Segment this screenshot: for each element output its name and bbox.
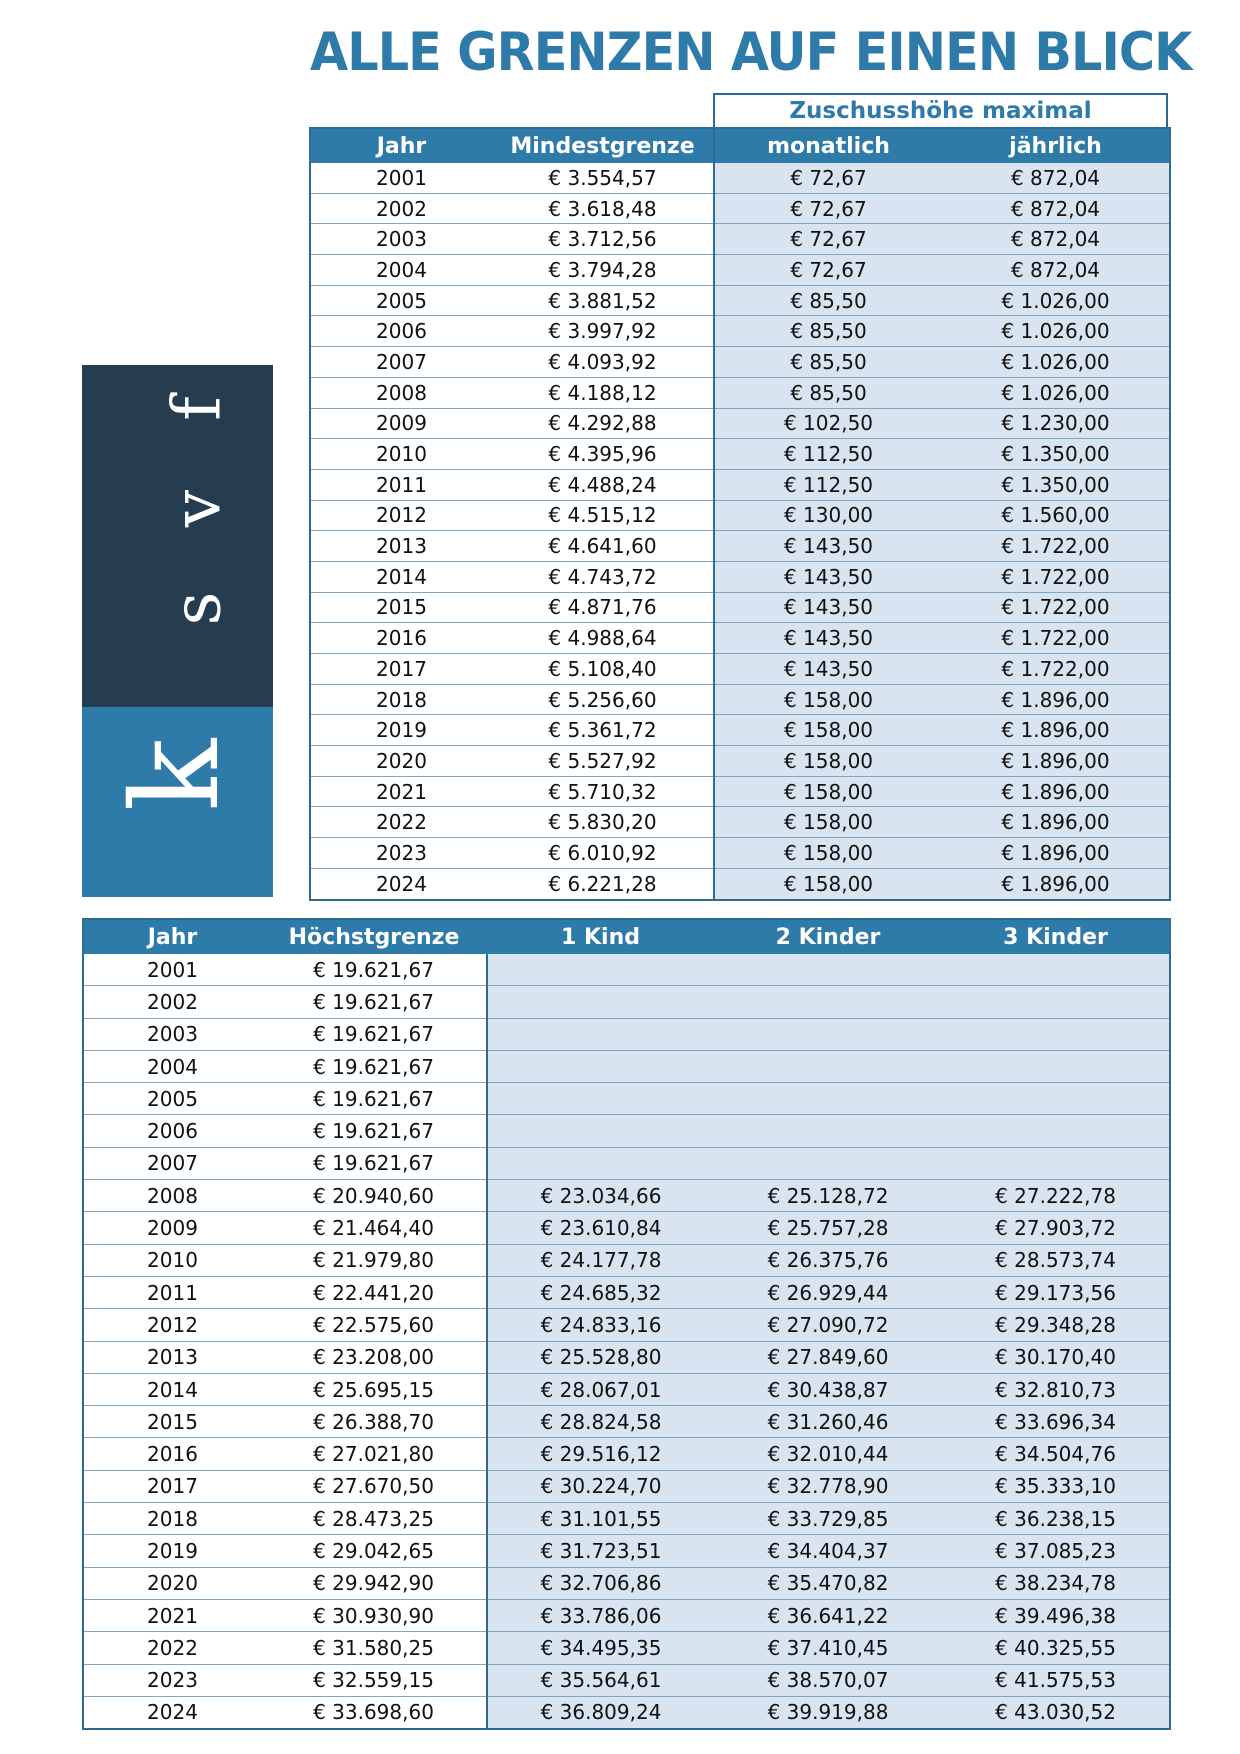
- cell-monatlich: € 72,67: [714, 255, 942, 286]
- table-row: [310, 776, 1170, 807]
- cell-2-kinder: € 38.570,07: [714, 1664, 942, 1696]
- cell-jahr: 2002: [83, 986, 261, 1018]
- cell-hoechstgrenze: € 19.621,67: [261, 954, 487, 986]
- cell-jahr: 2004: [83, 1050, 261, 1082]
- cell-jaehrlich: € 1.896,00: [942, 684, 1170, 715]
- cell-3-kinder: € 33.696,34: [942, 1406, 1170, 1438]
- cell-hoechstgrenze: € 23.208,00: [261, 1341, 487, 1373]
- cell-hoechstgrenze: € 25.695,15: [261, 1373, 487, 1405]
- table-row: [83, 1115, 1170, 1147]
- logo-letter-v: v: [158, 489, 236, 528]
- cell-jahr: 2008: [310, 377, 492, 408]
- table-row: [310, 592, 1170, 623]
- cell-mindestgrenze: € 4.988,64: [492, 623, 714, 654]
- cell-mindestgrenze: € 4.093,92: [492, 347, 714, 378]
- cell-jahr: 2011: [83, 1276, 261, 1308]
- cell-mindestgrenze: € 6.221,28: [492, 868, 714, 899]
- cell-jahr: 2012: [310, 500, 492, 531]
- cell-mindestgrenze: € 4.188,12: [492, 377, 714, 408]
- cell-jaehrlich: € 872,04: [942, 255, 1170, 286]
- table-row: [310, 623, 1170, 654]
- table-row: [83, 1535, 1170, 1567]
- cell-jahr: 2022: [310, 807, 492, 838]
- cell-jahr: 2013: [310, 531, 492, 562]
- cell-2-kinder: € 25.757,28: [714, 1212, 942, 1244]
- cell-2-kinder: € 26.375,76: [714, 1244, 942, 1276]
- table-row: [310, 193, 1170, 224]
- column-header-jahr: Jahr: [83, 919, 261, 954]
- cell-2-kinder: € 31.260,46: [714, 1406, 942, 1438]
- table-row: [83, 1567, 1170, 1599]
- cell-1-kind: € 24.177,78: [487, 1244, 714, 1276]
- hoechstgrenze-table: [82, 918, 1171, 1730]
- cell-2-kinder: € 30.438,87: [714, 1373, 942, 1405]
- column-header-monatlich: monatlich: [714, 128, 942, 163]
- cell-monatlich: € 130,00: [714, 500, 942, 531]
- cell-2-kinder: € 34.404,37: [714, 1535, 942, 1567]
- cell-2-kinder: [714, 1147, 942, 1179]
- cell-hoechstgrenze: € 19.621,67: [261, 986, 487, 1018]
- cell-1-kind: € 31.723,51: [487, 1535, 714, 1567]
- cell-1-kind: € 24.833,16: [487, 1309, 714, 1341]
- cell-jahr: 2024: [310, 868, 492, 899]
- cell-3-kinder: € 43.030,52: [942, 1696, 1170, 1729]
- cell-hoechstgrenze: € 29.942,90: [261, 1567, 487, 1599]
- cell-monatlich: € 158,00: [714, 746, 942, 777]
- table-row: [310, 684, 1170, 715]
- cell-1-kind: € 35.564,61: [487, 1664, 714, 1696]
- table-row: [83, 1438, 1170, 1470]
- cell-1-kind: € 28.067,01: [487, 1373, 714, 1405]
- cell-mindestgrenze: € 4.395,96: [492, 439, 714, 470]
- cell-3-kinder: [942, 986, 1170, 1018]
- cell-1-kind: € 28.824,58: [487, 1406, 714, 1438]
- cell-monatlich: € 143,50: [714, 623, 942, 654]
- cell-1-kind: € 29.516,12: [487, 1438, 714, 1470]
- cell-mindestgrenze: € 3.997,92: [492, 316, 714, 347]
- column-header-mindestgrenze: Mindestgrenze: [492, 128, 714, 163]
- cell-jaehrlich: € 1.026,00: [942, 316, 1170, 347]
- cell-monatlich: € 72,67: [714, 224, 942, 255]
- cell-jaehrlich: € 1.722,00: [942, 623, 1170, 654]
- logo-letter-s: s: [158, 591, 236, 626]
- cell-hoechstgrenze: € 22.575,60: [261, 1309, 487, 1341]
- cell-monatlich: € 85,50: [714, 285, 942, 316]
- cell-jahr: 2020: [310, 746, 492, 777]
- cell-jaehrlich: € 1.026,00: [942, 347, 1170, 378]
- cell-jahr: 2015: [310, 592, 492, 623]
- cell-jahr: 2019: [310, 715, 492, 746]
- cell-3-kinder: € 40.325,55: [942, 1632, 1170, 1664]
- cell-hoechstgrenze: € 27.670,50: [261, 1470, 487, 1502]
- cell-hoechstgrenze: € 33.698,60: [261, 1696, 487, 1729]
- cell-2-kinder: [714, 1115, 942, 1147]
- cell-hoechstgrenze: € 30.930,90: [261, 1599, 487, 1631]
- table-row: [310, 469, 1170, 500]
- cell-2-kinder: € 37.410,45: [714, 1632, 942, 1664]
- cell-jaehrlich: € 1.560,00: [942, 500, 1170, 531]
- cell-mindestgrenze: € 6.010,92: [492, 838, 714, 869]
- cell-3-kinder: [942, 1050, 1170, 1082]
- cell-jahr: 2018: [83, 1503, 261, 1535]
- cell-monatlich: € 143,50: [714, 592, 942, 623]
- page-title: ALLE GRENZEN AUF EINEN BLICK: [310, 22, 1192, 83]
- table-row: [310, 347, 1170, 378]
- table-header-row: [83, 919, 1170, 954]
- cell-1-kind: € 25.528,80: [487, 1341, 714, 1373]
- cell-hoechstgrenze: € 31.580,25: [261, 1632, 487, 1664]
- cell-jaehrlich: € 1.896,00: [942, 807, 1170, 838]
- table-row: [310, 377, 1170, 408]
- cell-1-kind: [487, 1115, 714, 1147]
- table-row: [310, 531, 1170, 562]
- table-row: [310, 408, 1170, 439]
- cell-mindestgrenze: € 5.108,40: [492, 654, 714, 685]
- cell-2-kinder: € 32.010,44: [714, 1438, 942, 1470]
- cell-monatlich: € 112,50: [714, 469, 942, 500]
- cell-2-kinder: € 39.919,88: [714, 1696, 942, 1729]
- cell-3-kinder: [942, 954, 1170, 986]
- cell-jahr: 2024: [83, 1696, 261, 1729]
- table-row: [83, 1664, 1170, 1696]
- cell-mindestgrenze: € 5.256,60: [492, 684, 714, 715]
- cell-2-kinder: € 26.929,44: [714, 1276, 942, 1308]
- table-row: [83, 1244, 1170, 1276]
- logo-letter-k: k: [107, 738, 246, 812]
- cell-jahr: 2008: [83, 1180, 261, 1212]
- cell-3-kinder: € 29.348,28: [942, 1309, 1170, 1341]
- cell-monatlich: € 102,50: [714, 408, 942, 439]
- cell-hoechstgrenze: € 26.388,70: [261, 1406, 487, 1438]
- cell-jaehrlich: € 1.722,00: [942, 654, 1170, 685]
- cell-2-kinder: € 35.470,82: [714, 1567, 942, 1599]
- cell-mindestgrenze: € 5.361,72: [492, 715, 714, 746]
- cell-1-kind: € 34.495,35: [487, 1632, 714, 1664]
- cell-jaehrlich: € 1.896,00: [942, 715, 1170, 746]
- cell-mindestgrenze: € 3.881,52: [492, 285, 714, 316]
- cell-3-kinder: € 30.170,40: [942, 1341, 1170, 1373]
- table-row: [83, 1632, 1170, 1664]
- cell-3-kinder: € 36.238,15: [942, 1503, 1170, 1535]
- cell-jaehrlich: € 1.722,00: [942, 592, 1170, 623]
- cell-jahr: 2009: [83, 1212, 261, 1244]
- cell-3-kinder: € 27.903,72: [942, 1212, 1170, 1244]
- cell-jahr: 2014: [310, 561, 492, 592]
- cell-1-kind: € 23.034,66: [487, 1180, 714, 1212]
- table-header-row: [310, 128, 1170, 163]
- table-row: [310, 868, 1170, 899]
- cell-jahr: 2013: [83, 1341, 261, 1373]
- cell-2-kinder: [714, 1050, 942, 1082]
- cell-jahr: 2002: [310, 193, 492, 224]
- cell-jaehrlich: € 1.350,00: [942, 439, 1170, 470]
- cell-3-kinder: € 38.234,78: [942, 1567, 1170, 1599]
- cell-hoechstgrenze: € 20.940,60: [261, 1180, 487, 1212]
- cell-monatlich: € 158,00: [714, 868, 942, 899]
- cell-3-kinder: € 28.573,74: [942, 1244, 1170, 1276]
- cell-monatlich: € 72,67: [714, 193, 942, 224]
- cell-jahr: 2021: [310, 776, 492, 807]
- cell-3-kinder: € 32.810,73: [942, 1373, 1170, 1405]
- cell-hoechstgrenze: € 32.559,15: [261, 1664, 487, 1696]
- table-row: [83, 1147, 1170, 1179]
- cell-jahr: 2006: [83, 1115, 261, 1147]
- cell-jahr: 2011: [310, 469, 492, 500]
- column-header-hoechstgrenze: Höchstgrenze: [261, 919, 487, 954]
- cell-jahr: 2010: [310, 439, 492, 470]
- cell-3-kinder: € 29.173,56: [942, 1276, 1170, 1308]
- cell-monatlich: € 143,50: [714, 531, 942, 562]
- cell-monatlich: € 143,50: [714, 561, 942, 592]
- cell-2-kinder: [714, 1018, 942, 1050]
- cell-jahr: 2019: [83, 1535, 261, 1567]
- cell-jahr: 2003: [83, 1018, 261, 1050]
- cell-jaehrlich: € 1.896,00: [942, 746, 1170, 777]
- cell-1-kind: € 31.101,55: [487, 1503, 714, 1535]
- cell-3-kinder: [942, 1018, 1170, 1050]
- cell-jaehrlich: € 1.230,00: [942, 408, 1170, 439]
- table-row: [83, 1599, 1170, 1631]
- cell-3-kinder: € 37.085,23: [942, 1535, 1170, 1567]
- table-row: [310, 316, 1170, 347]
- cell-jahr: 2010: [83, 1244, 261, 1276]
- table-row: [310, 285, 1170, 316]
- cell-3-kinder: € 34.504,76: [942, 1438, 1170, 1470]
- cell-1-kind: € 24.685,32: [487, 1276, 714, 1308]
- cell-hoechstgrenze: € 19.621,67: [261, 1050, 487, 1082]
- table-row: [310, 715, 1170, 746]
- cell-monatlich: € 85,50: [714, 377, 942, 408]
- table-row: [83, 1696, 1170, 1729]
- cell-3-kinder: € 41.575,53: [942, 1664, 1170, 1696]
- table-row: [310, 255, 1170, 286]
- cell-2-kinder: € 36.641,22: [714, 1599, 942, 1631]
- cell-2-kinder: € 27.090,72: [714, 1309, 942, 1341]
- cell-1-kind: [487, 1083, 714, 1115]
- cell-hoechstgrenze: € 19.621,67: [261, 1018, 487, 1050]
- cell-jahr: 2023: [310, 838, 492, 869]
- cell-jaehrlich: € 1.722,00: [942, 561, 1170, 592]
- cell-jahr: 2021: [83, 1599, 261, 1631]
- cell-mindestgrenze: € 5.710,32: [492, 776, 714, 807]
- cell-jaehrlich: € 872,04: [942, 224, 1170, 255]
- cell-1-kind: € 23.610,84: [487, 1212, 714, 1244]
- cell-1-kind: [487, 1018, 714, 1050]
- table-row: [310, 500, 1170, 531]
- table-row: [83, 1470, 1170, 1502]
- cell-mindestgrenze: € 4.743,72: [492, 561, 714, 592]
- table-row: [83, 986, 1170, 1018]
- cell-hoechstgrenze: € 28.473,25: [261, 1503, 487, 1535]
- cell-monatlich: € 158,00: [714, 776, 942, 807]
- table-row: [83, 954, 1170, 986]
- cell-jaehrlich: € 1.350,00: [942, 469, 1170, 500]
- cell-mindestgrenze: € 3.794,28: [492, 255, 714, 286]
- cell-jahr: 2020: [83, 1567, 261, 1599]
- cell-mindestgrenze: € 5.527,92: [492, 746, 714, 777]
- table-row: [310, 439, 1170, 470]
- cell-3-kinder: [942, 1115, 1170, 1147]
- cell-jahr: 2016: [83, 1438, 261, 1470]
- cell-jahr: 2009: [310, 408, 492, 439]
- cell-jaehrlich: € 1.026,00: [942, 377, 1170, 408]
- cell-3-kinder: € 35.333,10: [942, 1470, 1170, 1502]
- cell-1-kind: [487, 1050, 714, 1082]
- cell-2-kinder: € 27.849,60: [714, 1341, 942, 1373]
- cell-mindestgrenze: € 4.292,88: [492, 408, 714, 439]
- cell-mindestgrenze: € 4.641,60: [492, 531, 714, 562]
- cell-jahr: 2012: [83, 1309, 261, 1341]
- cell-2-kinder: € 32.778,90: [714, 1470, 942, 1502]
- cell-1-kind: [487, 954, 714, 986]
- column-header-3-kinder: 3 Kinder: [942, 919, 1170, 954]
- cell-hoechstgrenze: € 19.621,67: [261, 1115, 487, 1147]
- cell-3-kinder: € 27.222,78: [942, 1180, 1170, 1212]
- cell-hoechstgrenze: € 19.621,67: [261, 1147, 487, 1179]
- cell-jahr: 2001: [310, 163, 492, 193]
- cell-jaehrlich: € 1.026,00: [942, 285, 1170, 316]
- cell-1-kind: € 32.706,86: [487, 1567, 714, 1599]
- cell-jahr: 2016: [310, 623, 492, 654]
- cell-3-kinder: € 39.496,38: [942, 1599, 1170, 1631]
- table-row: [83, 1018, 1170, 1050]
- cell-hoechstgrenze: € 21.979,80: [261, 1244, 487, 1276]
- cell-hoechstgrenze: € 21.464,40: [261, 1212, 487, 1244]
- table-row: [83, 1212, 1170, 1244]
- table-row: [310, 224, 1170, 255]
- cell-jahr: 2014: [83, 1373, 261, 1405]
- cell-jahr: 2007: [310, 347, 492, 378]
- zuschuss-group-header: Zuschusshöhe maximal: [713, 93, 1168, 127]
- cell-jahr: 2007: [83, 1147, 261, 1179]
- table-row: [83, 1083, 1170, 1115]
- cell-hoechstgrenze: € 19.621,67: [261, 1083, 487, 1115]
- cell-hoechstgrenze: € 27.021,80: [261, 1438, 487, 1470]
- table-row: [83, 1341, 1170, 1373]
- cell-jaehrlich: € 1.722,00: [942, 531, 1170, 562]
- cell-monatlich: € 72,67: [714, 163, 942, 193]
- cell-2-kinder: [714, 1083, 942, 1115]
- table-row: [83, 1276, 1170, 1308]
- column-header-2-kinder: 2 Kinder: [714, 919, 942, 954]
- cell-jahr: 2006: [310, 316, 492, 347]
- cell-2-kinder: [714, 986, 942, 1018]
- cell-1-kind: € 33.786,06: [487, 1599, 714, 1631]
- cell-jahr: 2017: [83, 1470, 261, 1502]
- cell-monatlich: € 158,00: [714, 684, 942, 715]
- table-row: [83, 1406, 1170, 1438]
- table-row: [83, 1309, 1170, 1341]
- cell-mindestgrenze: € 4.515,12: [492, 500, 714, 531]
- cell-mindestgrenze: € 3.618,48: [492, 193, 714, 224]
- cell-jahr: 2022: [83, 1632, 261, 1664]
- cell-monatlich: € 112,50: [714, 439, 942, 470]
- cell-mindestgrenze: € 5.830,20: [492, 807, 714, 838]
- cell-jaehrlich: € 872,04: [942, 193, 1170, 224]
- table-row: [310, 163, 1170, 193]
- cell-jahr: 2001: [83, 954, 261, 986]
- cell-1-kind: € 30.224,70: [487, 1470, 714, 1502]
- cell-1-kind: [487, 986, 714, 1018]
- cell-mindestgrenze: € 4.871,76: [492, 592, 714, 623]
- cell-1-kind: € 36.809,24: [487, 1696, 714, 1729]
- column-header-jahr: Jahr: [310, 128, 492, 163]
- table-row: [310, 838, 1170, 869]
- cell-monatlich: € 158,00: [714, 715, 942, 746]
- cell-jaehrlich: € 1.896,00: [942, 776, 1170, 807]
- cell-3-kinder: [942, 1083, 1170, 1115]
- cell-mindestgrenze: € 3.712,56: [492, 224, 714, 255]
- table-row: [310, 654, 1170, 685]
- ksvf-logo: [82, 365, 273, 897]
- cell-jahr: 2003: [310, 224, 492, 255]
- cell-1-kind: [487, 1147, 714, 1179]
- cell-jahr: 2017: [310, 654, 492, 685]
- mindestgrenze-table: [309, 127, 1171, 901]
- table-row: [83, 1050, 1170, 1082]
- cell-monatlich: € 85,50: [714, 316, 942, 347]
- column-header-jaehrlich: jährlich: [942, 128, 1170, 163]
- cell-hoechstgrenze: € 29.042,65: [261, 1535, 487, 1567]
- column-header-1-kind: 1 Kind: [487, 919, 714, 954]
- cell-jahr: 2018: [310, 684, 492, 715]
- table-row: [83, 1180, 1170, 1212]
- cell-monatlich: € 143,50: [714, 654, 942, 685]
- table-row: [310, 807, 1170, 838]
- cell-jahr: 2015: [83, 1406, 261, 1438]
- logo-letter-f: f: [158, 396, 236, 421]
- cell-jahr: 2004: [310, 255, 492, 286]
- cell-monatlich: € 158,00: [714, 807, 942, 838]
- cell-2-kinder: € 33.729,85: [714, 1503, 942, 1535]
- table-row: [310, 561, 1170, 592]
- cell-2-kinder: € 25.128,72: [714, 1180, 942, 1212]
- table-row: [310, 746, 1170, 777]
- cell-jaehrlich: € 1.896,00: [942, 838, 1170, 869]
- table-row: [83, 1503, 1170, 1535]
- cell-monatlich: € 158,00: [714, 838, 942, 869]
- cell-monatlich: € 85,50: [714, 347, 942, 378]
- cell-2-kinder: [714, 954, 942, 986]
- cell-3-kinder: [942, 1147, 1170, 1179]
- cell-jaehrlich: € 1.896,00: [942, 868, 1170, 899]
- table-row: [83, 1373, 1170, 1405]
- cell-mindestgrenze: € 4.488,24: [492, 469, 714, 500]
- cell-hoechstgrenze: € 22.441,20: [261, 1276, 487, 1308]
- cell-jahr: 2023: [83, 1664, 261, 1696]
- cell-jahr: 2005: [83, 1083, 261, 1115]
- cell-mindestgrenze: € 3.554,57: [492, 163, 714, 193]
- cell-jaehrlich: € 872,04: [942, 163, 1170, 193]
- cell-jahr: 2005: [310, 285, 492, 316]
